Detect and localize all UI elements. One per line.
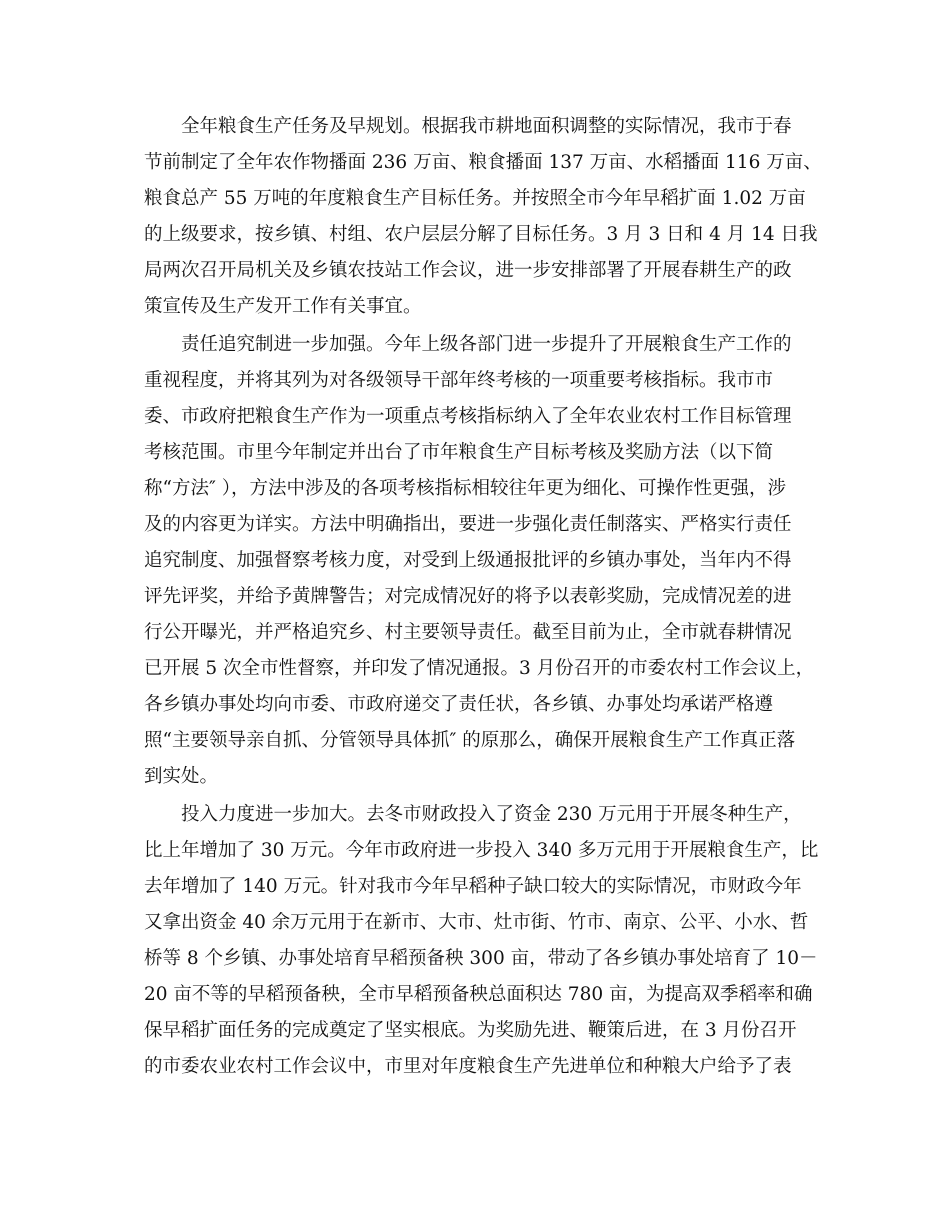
paragraph-1-line-2: 节前制定了全年农作物播面 236 万亩、粮食播面 137 万亩、水稻播面 116 万亩、 (144, 152, 822, 173)
paragraph-1-line-1: 全年粮食生产任务及早规划。根据我市耕地面积调整的实际情况，我市于春 (181, 116, 792, 137)
paragraph-3-line-4: 又拿出资金 40 余万元用于在新市、大市、灶市街、竹市、南京、公平、小水、哲 (144, 912, 809, 933)
paragraph-3-line-7: 保早稻扩面任务的完成奠定了坚实根底。为奖励先进、鞭策后进，在 3 月份召开 (144, 1020, 797, 1041)
paragraph-3-line-1: 投入力度进一步加大。去冬市财政投入了资金 230 万元用于开展冬种生产， (181, 804, 802, 825)
paragraph-1-line-6: 策宣传及生产发开工作有关事宜。 (144, 296, 422, 317)
paragraph-1-line-4: 的上级要求，按乡镇、村组、农户层层分解了目标任务。3 月 3 日和 4 月 14 日我 (144, 224, 818, 245)
paragraph-1-line-5: 局两次召开局机关及乡镇农技站工作会议，进一步安排部署了开展春耕生产的政 (144, 260, 792, 281)
paragraph-1-line-3: 粮食总产 55 万吨的年度粮食生产目标任务。并按照全市今年早稻扩面 1.02 万亩 (144, 188, 806, 209)
paragraph-3-line-8: 的市委农业农村工作会议中，市里对年度粮食生产先进单位和种粮大户给予了表 (144, 1056, 792, 1077)
paragraph-3-line-6: 20 亩不等的早稻预备秧，全市早稻预备秧总面积达 780 亩，为提高双季稻率和确 (144, 984, 813, 1005)
paragraph-3-line-2: 比上年增加了 30 万元。今年市政府进一步投入 340 多万元用于开展粮食生产，比 (144, 840, 819, 861)
paragraph-2-line-4: 考核范围。市里今年制定并出台了市年粮食生产目标考核及奖励方法（以下简 (144, 442, 774, 463)
paragraph-3-line-3: 去年增加了 140 万元。针对我市今年早稻种子缺口较大的实际情况，市财政今年 (144, 876, 802, 897)
paragraph-3-line-5: 桥等 8 个乡镇、办事处培育早稻预备秧 300 亩，带动了各乡镇办事处培育了 10－ (144, 948, 818, 969)
paragraph-2-line-10: 已开展 5 次全市性督察，并印发了情况通报。3 月份召开的市委农村工作会议上， (144, 658, 815, 679)
paragraph-2-line-13: 到实处。 (144, 766, 219, 787)
paragraph-2-line-3: 委、市政府把粮食生产作为一项重点考核指标纳入了全年农业农村工作目标管理 (144, 406, 792, 427)
paragraph-2-line-7: 追究制度、加强督察考核力度，对受到上级通报批评的乡镇办事处，当年内不得 (144, 550, 792, 571)
paragraph-2-line-11: 各乡镇办事处均向市委、市政府递交了责任状，各乡镇、办事处均承诺严格遵 (144, 694, 774, 715)
paragraph-2-line-2: 重视程度，并将其列为对各级领导干部年终考核的一项重要考核指标。我市市 (144, 370, 774, 391)
paragraph-2-line-1: 责任追究制进一步加强。今年上级各部门进一步提升了开展粮食生产工作的 (181, 334, 792, 355)
paragraph-2-line-9: 行公开曝光，并严格追究乡、村主要领导责任。截至目前为止，全市就春耕情况 (144, 622, 792, 643)
paragraph-2-line-8: 评先评奖，并给予黄牌警告；对完成情况好的将予以表彰奖励，完成情况差的进 (144, 586, 792, 607)
paragraph-2-line-12: 照“主要领导亲自抓、分管领导具体抓″ 的原那么，确保开展粮食生产工作真正落 (144, 730, 796, 751)
paragraph-2-line-6: 及的内容更为详实。方法中明确指出，要进一步强化责任制落实、严格实行责任 (144, 514, 792, 535)
paragraph-2-line-5: 称“方法″ ），方法中涉及的各项考核指标相较往年更为细化、可操作性更强，涉 (144, 478, 787, 499)
